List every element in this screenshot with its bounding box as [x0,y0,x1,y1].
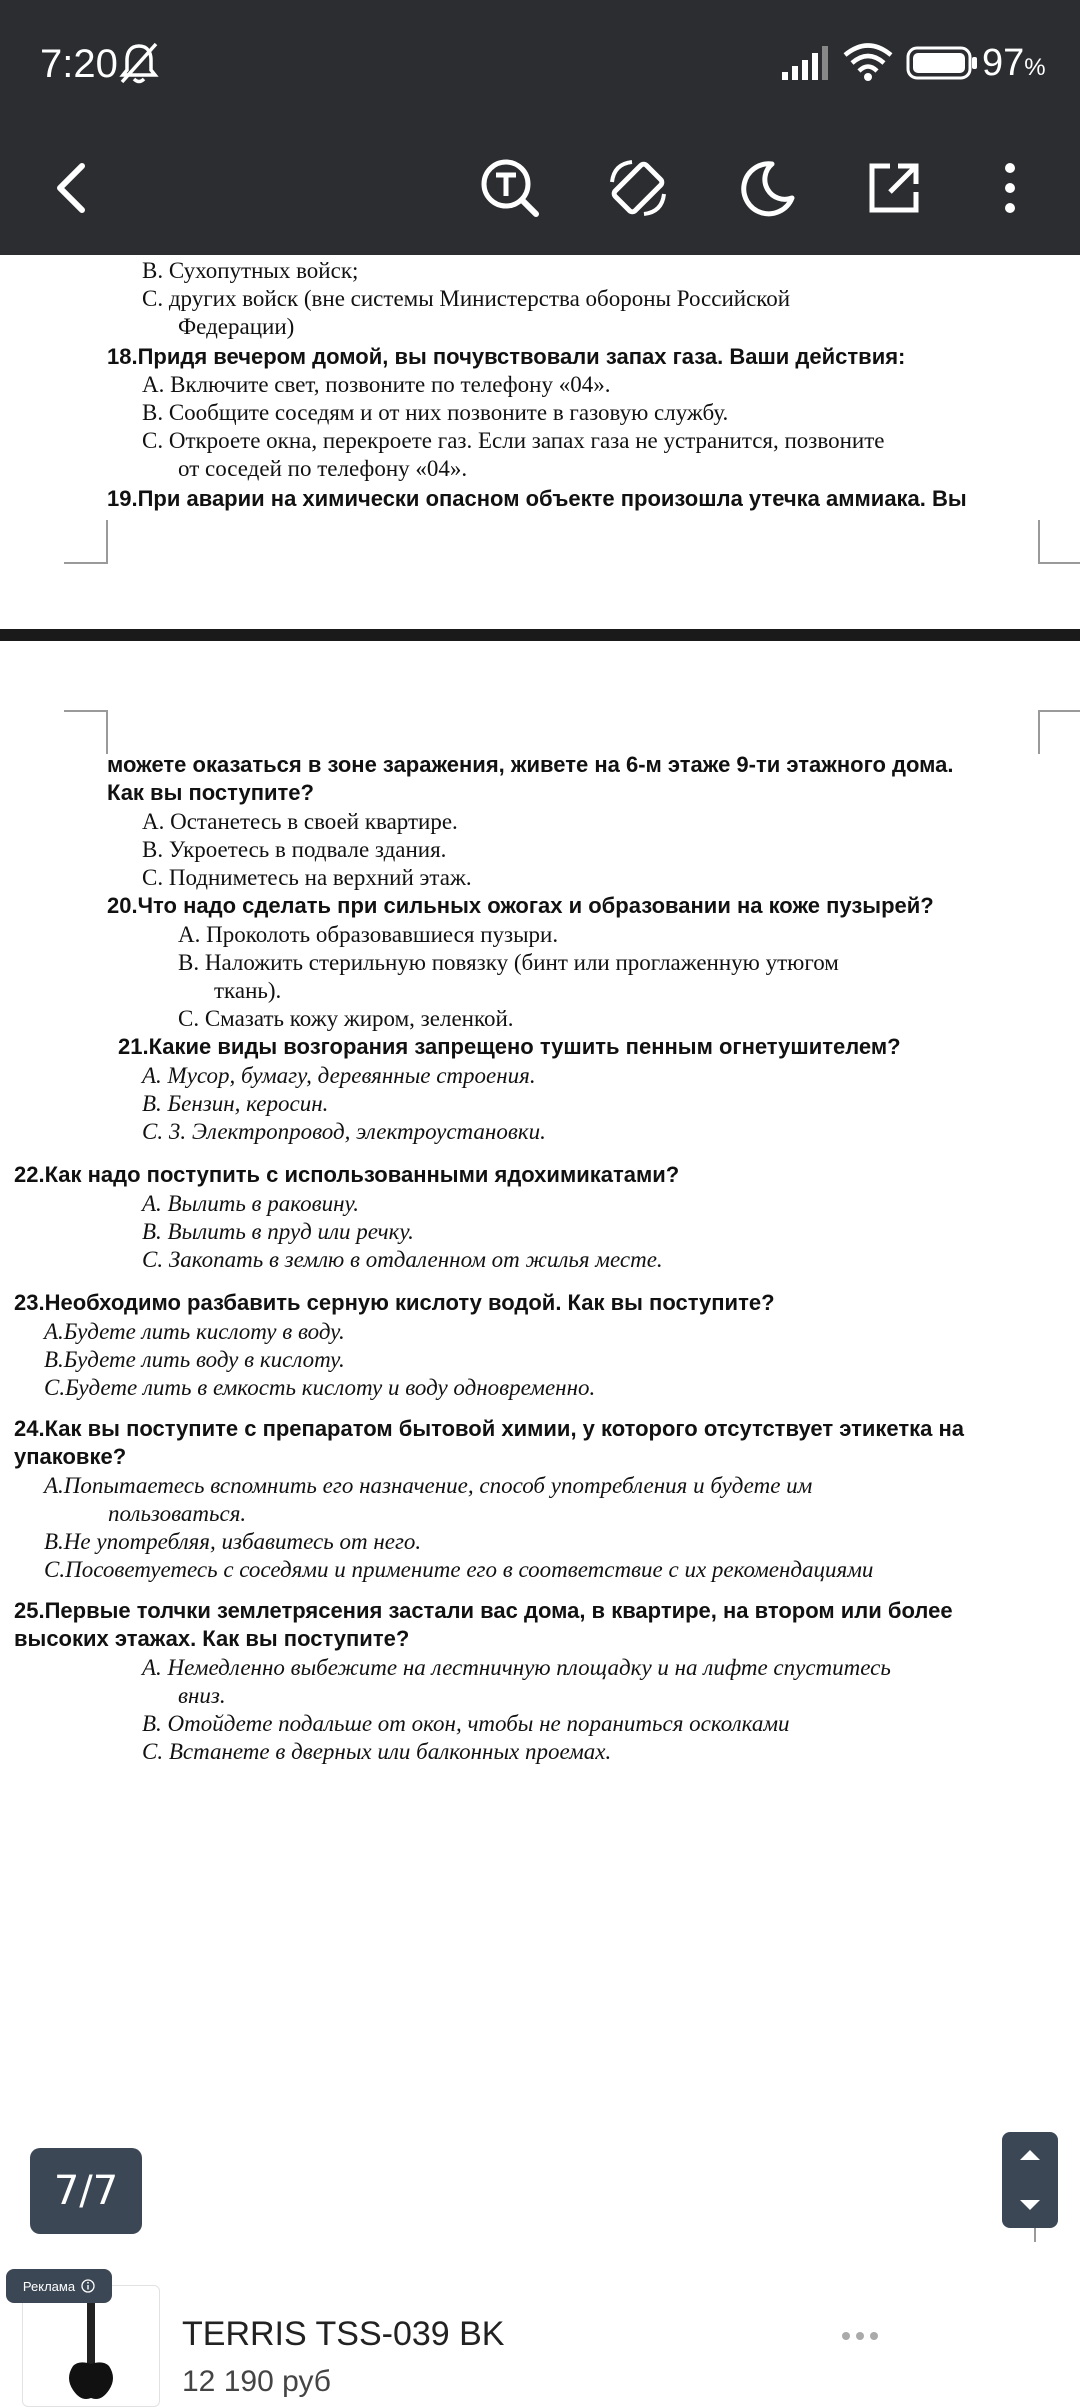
crop-mark [64,520,108,564]
doc-line: C. Откроете окна, перекроете газ. Если запах газа не устранится, позвоните [142,428,885,453]
doc-line: A. Мусор, бумагу, деревянные строения. [142,1063,536,1088]
text-search-button[interactable] [470,148,550,228]
doc-question: 24.Как вы поступите с препаратом бытовой химии, у которого отсутствует этикетка на [14,1416,964,1441]
text-search-icon [478,156,542,220]
doc-line: A. Вылить в раковину. [142,1191,360,1216]
page-separator [0,629,1080,641]
doc-line: C.Будете лить в емкость кислоту и воду одновременно. [44,1375,596,1400]
ad-more-options-button[interactable] [840,2317,880,2351]
doc-line: C. Подниметесь на верхний этаж. [142,865,472,890]
wifi-icon [842,42,894,82]
doc-line: ткань). [214,978,282,1003]
ad-price: 12 190 руб [182,2365,331,2398]
doc-line: A. Немедленно выбежите на лестничную площадку и на лифте спуститесь [142,1655,891,1680]
crop-mark [1038,520,1080,564]
ad-banner[interactable] [0,2255,1080,2400]
signal-icon [780,44,832,82]
doc-line: C.Посоветуетесь с соседями и примените его в соответствие с их рекомендациями [44,1557,874,1582]
doc-line: C. Встанете в дверных или балконных проемах. [142,1739,612,1764]
doc-question: 19.При аварии на химически опасном объекте произошла утечка аммиака. Вы [107,486,967,511]
ad-title[interactable]: TERRIS TSS-039 BK [182,2315,505,2353]
more-options-button[interactable] [970,148,1050,228]
doc-question: 20.Что надо сделать при сильных ожогах и образовании на коже пузырей? [107,893,934,918]
doc-question: 21.Какие виды возгорания запрещено тушить пенным огнетушителем? [118,1034,901,1059]
scroll-up-icon[interactable] [1002,2132,1058,2180]
doc-line: B.Не употребляя, избавитесь от него. [44,1529,422,1554]
open-external-button[interactable] [854,148,934,228]
open-external-icon [864,158,924,218]
page-scroll-control[interactable] [1002,2132,1058,2228]
doc-line: A. Проколоть образовавшиеся пузыри. [178,922,559,947]
night-mode-button[interactable] [726,148,806,228]
status-bar [0,0,1080,130]
doc-question: 23.Необходимо разбавить серную кислоту водой. Как вы поступите? [14,1290,775,1315]
battery-icon [906,46,978,80]
ad-badge[interactable] [6,2269,112,2303]
doc-line: A. Останетесь в своей квартире. [142,809,458,834]
page-indicator: 7/7 [30,2148,142,2234]
doc-line: пользоваться. [108,1501,247,1526]
doc-line: B. Бензин, керосин. [142,1091,329,1116]
doc-question: высоких этажах. Как вы поступите? [14,1626,410,1651]
doc-line: Федерации) [178,314,295,339]
doc-question: 25.Первые толчки землетрясения застали вас дома, в квартире, на втором или более [14,1598,953,1623]
status-time: 7:20 [40,42,118,86]
doc-question: упаковке? [14,1444,127,1469]
doc-line: C. Смазать кожу жиром, зеленкой. [178,1006,514,1031]
doc-line: B. Сухопутных войск; [142,258,359,283]
viewer-toolbar [0,130,1080,255]
doc-line: B. Отойдете подальше от окон, чтобы не пораниться осколками [142,1711,790,1736]
doc-question: 18.Придя вечером домой, вы почувствовали запах газа. Ваши действия: [107,344,906,369]
ad-image[interactable] [22,2285,160,2407]
crop-mark [64,710,108,754]
doc-line: C. других войск (вне системы Министерства обороны Российской [142,286,791,311]
doc-line: B. Вылить в пруд или речку. [142,1219,414,1244]
doc-line: B. Наложить стерильную повязку (бинт или проглаженную утюгом [178,950,839,975]
more-vertical-icon [1000,158,1020,218]
chevron-left-icon [48,158,92,218]
doc-line: A.Попытаетесь вспомнить его назначение, способ употребления и будете им [44,1473,813,1498]
info-icon [81,2279,95,2293]
doc-line: B. Сообщите соседям и от них позвоните в газовую службу. [142,400,729,425]
doc-line: A.Будете лить кислоту в воду. [44,1319,345,1344]
bell-muted-icon [118,40,160,86]
doc-question: можете оказаться в зоне заражения, живете на 6-м этаже 9-ти этажного дома. [107,752,954,777]
doc-question: 22.Как надо поступить с использованными ядохимикатами? [14,1162,680,1187]
doc-line: вниз. [178,1683,226,1708]
rotate-screen-icon [606,156,670,220]
guitar-icon [23,2286,159,2406]
crop-mark [1038,710,1080,754]
doc-question: Как вы поступите? [107,780,314,805]
doc-line: B. Укроетесь в подвале здания. [142,837,447,862]
doc-line: B.Будете лить воду в кислоту. [44,1347,345,1372]
scroll-down-icon[interactable] [1002,2180,1058,2228]
doc-line: A. Включите свет, позвоните по телефону «04». [142,372,611,397]
doc-line: C. 3. Электропровод, электроустановки. [142,1119,546,1144]
moon-icon [736,158,796,218]
battery-percent: 97% [982,42,1046,84]
rotate-screen-button[interactable] [598,148,678,228]
more-horizontal-icon [840,2329,880,2343]
doc-line: C. Закопать в землю в отдаленном от жилья месте. [142,1247,663,1272]
document-view[interactable] [0,255,1080,2300]
doc-line: от соседей по телефону «04». [178,456,468,481]
ad-badge-label: Реклама [22,2278,76,2294]
back-button[interactable] [30,148,110,228]
